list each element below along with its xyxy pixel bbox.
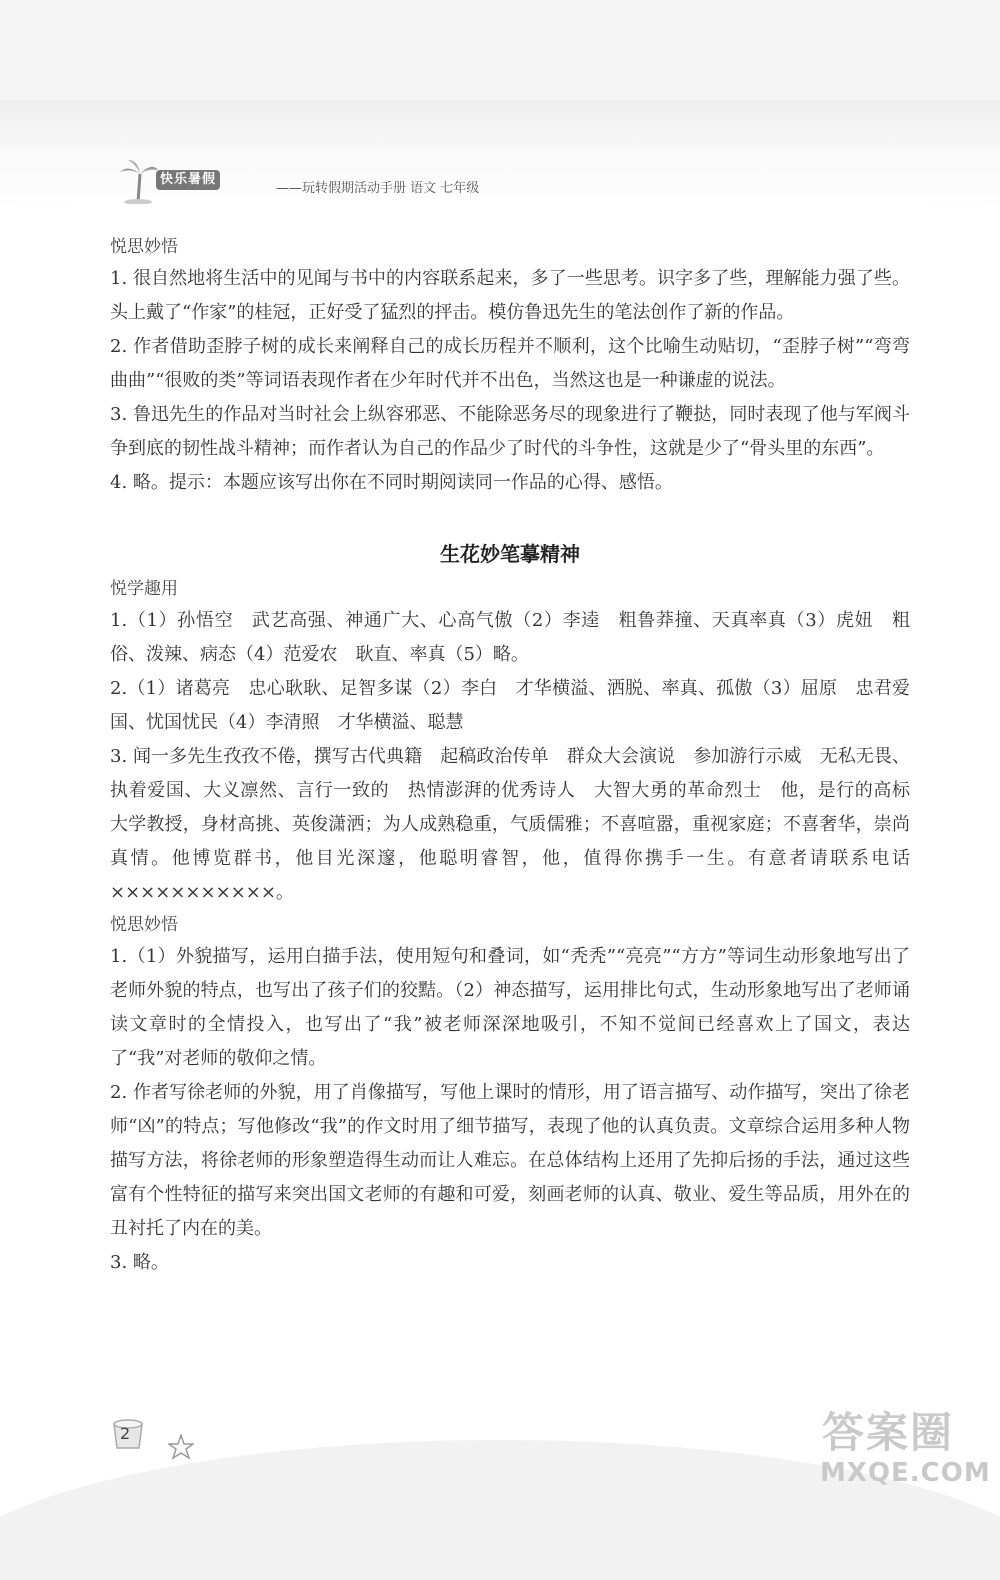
answer-item: 1.（1）孙悟空 武艺高强、神通广大、心高气傲（2）李逵 粗鲁莽撞、天真率真（3）虎妞 粗俗、泼辣、病态（4）范爱农 耿直、率真（5）略。: [110, 610, 910, 665]
answer-item: 2.（1）诸葛亮 忠心耿耿、足智多谋（2）李白 才华横溢、洒脱、率真、孤傲（3）屈原 忠君爱国、忧国忧民（4）李清照 才华横溢、聪慧: [110, 678, 910, 733]
header-logo: [118, 158, 268, 204]
answer-item: 3. 鲁迅先生的作品对当时社会上纵容邪恶、不能除恶务尽的现象进行了鞭挞，同时表现了他与军阀斗争到底的韧性战斗精神；而作者认为自己的作品少了时代的斗争性，这就是少了“骨头里的东西”。: [110, 404, 910, 459]
answer-item: 2. 作者借助歪脖子树的成长来阐释自己的成长历程并不顺利，这个比喻生动贴切，“歪脖子树”“弯弯曲曲”“很败的类”等词语表现作者在少年时代并不出色，当然这也是一种谦虚的说法。: [110, 336, 910, 391]
page-number: 2: [120, 1424, 131, 1443]
star-icon: [168, 1434, 194, 1460]
header-subtitle: ——玩转假期活动手册 语文 七年级: [276, 181, 480, 196]
watermark-url: MXQE.COM: [820, 1458, 991, 1488]
answer-item: 4. 略。提示：本题应该写出你在不同时期阅读同一作品的心得、感悟。: [110, 472, 673, 493]
answer-item: 1.（1）外貌描写，运用白描手法，使用短句和叠词，如“秃秃”“亮亮”“方方”等词生动形象地写出了老师外貌的特点，也写出了孩子们的狡黠。（2）神态描写，运用排比句式，生动形象地写出了老师诵读文章时的全情投入，也写出了“我”被老师深深地吸引，不知不觉间已经喜欢上了国文，表达了“我”对老师的敬仰之情。: [110, 946, 910, 1069]
answer-item: 1. 很自然地将生活中的见闻与书中的内容联系起来，多了一些思考。识字多了些，理解能力强了些。头上戴了“作家”的桂冠，正好受了猛烈的抨击。模仿鲁迅先生的笔法创作了新的作品。: [110, 268, 910, 323]
answer-item: 2. 作者写徐老师的外貌，用了肖像描写，写他上课时的情形，用了语言描写、动作描写，突出了徐老师“凶”的特点；写他修改“我”的作文时用了细节描写，表现了他的认真负责。文章综合运用多种人物描写方法，将徐老师的形象塑造得生动而让人难忘。在总体结构上还用了先抑后扬的手法，通过这些富有个性特征的描写来突出国文老师的有趣和可爱，刻画老师的认真、敬业、爱生等品质，用外在的丑衬托了内在的美。: [110, 1082, 910, 1239]
page-content: [110, 232, 928, 1280]
answer-item: 3. 略。: [110, 1252, 169, 1273]
section-label-yuesi-2: 悦思妙悟: [110, 915, 178, 935]
section-title: 生花妙笔摹精神: [440, 542, 580, 566]
answer-item: 3. 闻一多先生孜孜不倦，撰写古代典籍 起稿政治传单 群众大会演说 参加游行示威 无私无畏、执着爱国、大义凛然、言行一致的 热情澎湃的优秀诗人 大智大勇的革命烈士 他，是行的高标 大学教授，身材高挑、英俊潇洒；为人成熟稳重，气质儒雅；不喜喧嚣，重视家庭；不喜奢华，崇尚真情。他博览群书，他目光深邃，他聪明睿智，他，值得你携手一生。有意者请联系电话 ×××××××××××。: [110, 746, 928, 903]
page-top-margin: [0, 0, 1000, 100]
logo-text: 快乐暑假: [156, 170, 220, 190]
palm-tree-icon: [118, 158, 158, 204]
section-label-yuexue: 悦学趣用: [110, 579, 178, 599]
watermark-text: 答案圈: [822, 1408, 955, 1457]
section-label-yuesi-1: 悦思妙悟: [110, 237, 178, 257]
